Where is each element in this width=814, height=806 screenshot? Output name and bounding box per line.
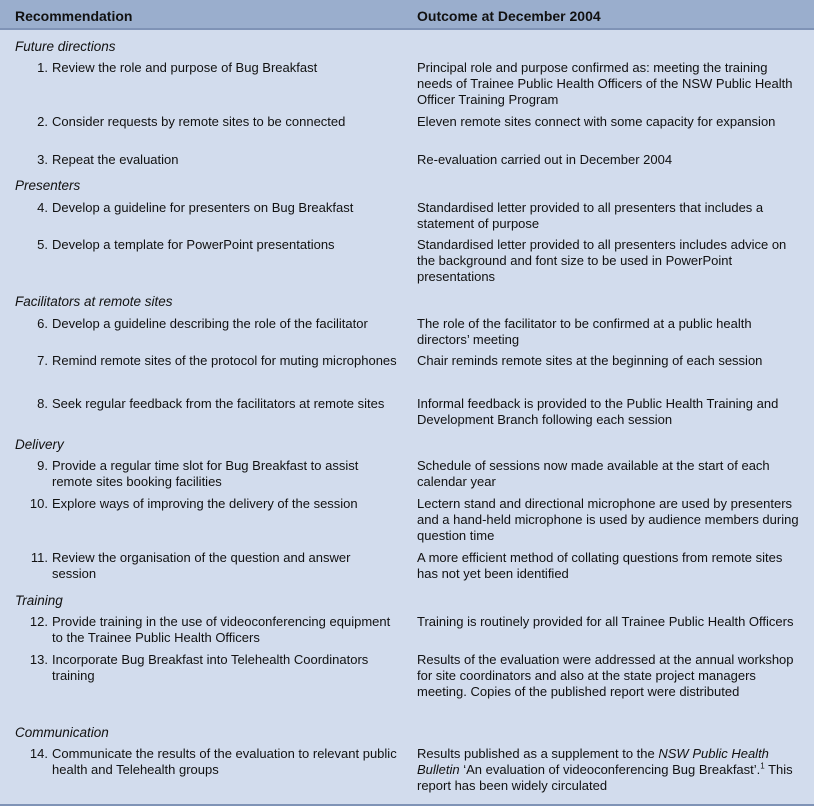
section-title-presenters: Presenters (15, 178, 81, 193)
row-number: 9. (37, 458, 48, 473)
row-number: 3. (37, 152, 48, 167)
outcome-text-part: Results published as a supplement to the (417, 746, 659, 761)
section-title-delivery: Delivery (15, 437, 64, 452)
section-title-training: Training (15, 593, 63, 608)
recommendation-text: Consider requests by remote sites to be connected (52, 114, 346, 129)
outcome-text: The role of the facilitator to be confirmed at a public health directors’ meeting (417, 316, 752, 347)
row-number: 2. (37, 114, 48, 129)
outcome-text-part: ‘An evaluation of videoconferencing Bug Breakfast’. (459, 762, 761, 777)
row-number: 8. (37, 396, 48, 411)
recommendation-text: Provide training in the use of videoconferencing equipment to the Trainee Public Health Officers (52, 614, 391, 645)
recommendation-text: Develop a guideline describing the role of the facilitator (52, 316, 368, 331)
outcome-text: Re-evaluation carried out in December 2004 (417, 152, 673, 167)
column-header-recommendation: Recommendation (15, 8, 133, 24)
row-number: 10. (29, 496, 48, 511)
outcome-text: Lectern stand and directional microphone are used by presenters and a hand-held microphone is used by audience members during question time (417, 496, 799, 543)
outcome-text (417, 746, 805, 794)
recommendation-text: Communicate the results of the evaluation to relevant public health and Telehealth groups (52, 746, 397, 777)
outcome-text-part: This report has been widely circulated (417, 762, 793, 793)
outcome-text: Standardised letter provided to all presenters includes advice on the background and font size to be used in PowerPoint presentations (417, 237, 787, 284)
recommendation-text: Review the role and purpose of Bug Breakfast (52, 60, 318, 75)
section-title-facilitators: Facilitators at remote sites (15, 294, 173, 309)
row-number: 5. (37, 237, 48, 252)
row-number: 11. (30, 550, 48, 565)
outcome-text: Eleven remote sites connect with some capacity for expansion (417, 114, 776, 129)
recommendation-text: Explore ways of improving the delivery of the session (52, 496, 358, 511)
section-title-communication: Communication (15, 725, 109, 740)
row-number: 13. (29, 652, 48, 667)
outcome-text: Principal role and purpose confirmed as: meeting the training needs of Trainee Public Health Officers of the NSW Public Health Officer Training Program (417, 60, 793, 107)
section-title-future-directions: Future directions (15, 39, 116, 54)
row-number: 4. (37, 200, 48, 215)
recommendation-text: Review the organisation of the question and answer session (52, 550, 351, 581)
recommendation-text: Remind remote sites of the protocol for muting microphones (52, 353, 397, 368)
recommendation-text: Provide a regular time slot for Bug Breakfast to assist remote sites booking facilities (52, 458, 359, 489)
row-number: 14. (29, 746, 48, 761)
publication-title: NSW Public Health Bulletin (417, 746, 769, 777)
footnote-marker: 1 (760, 761, 765, 771)
table-header (0, 0, 814, 30)
outcome-text: A more efficient method of collating questions from remote sites has not yet been identified (417, 550, 783, 581)
row-number: 7. (37, 353, 48, 368)
row-number: 12. (29, 614, 48, 629)
outcome-text: Standardised letter provided to all presenters that includes a statement of purpose (417, 200, 764, 231)
outcome-text: Training is routinely provided for all Trainee Public Health Officers (417, 614, 794, 629)
row-number: 6. (37, 316, 48, 331)
outcome-text: Chair reminds remote sites at the beginning of each session (417, 353, 763, 368)
column-header-outcome: Outcome at December 2004 (417, 8, 601, 24)
recommendation-text: Develop a template for PowerPoint presentations (52, 237, 335, 252)
recommendation-text: Repeat the evaluation (52, 152, 179, 167)
recommendation-text: Incorporate Bug Breakfast into Telehealth Coordinators training (52, 652, 369, 683)
row-number: 1. (37, 60, 48, 75)
outcome-text: Results of the evaluation were addressed at the annual workshop for site coordinators and also at the state project managers meeting. Copies of the published report were distributed (417, 652, 794, 699)
recommendation-text: Develop a guideline for presenters on Bug Breakfast (52, 200, 354, 215)
outcome-text: Schedule of sessions now made available at the start of each calendar year (417, 458, 770, 489)
recommendation-text: Seek regular feedback from the facilitators at remote sites (52, 396, 385, 411)
outcome-text: Informal feedback is provided to the Public Health Training and Development Branch following each session (417, 396, 779, 427)
